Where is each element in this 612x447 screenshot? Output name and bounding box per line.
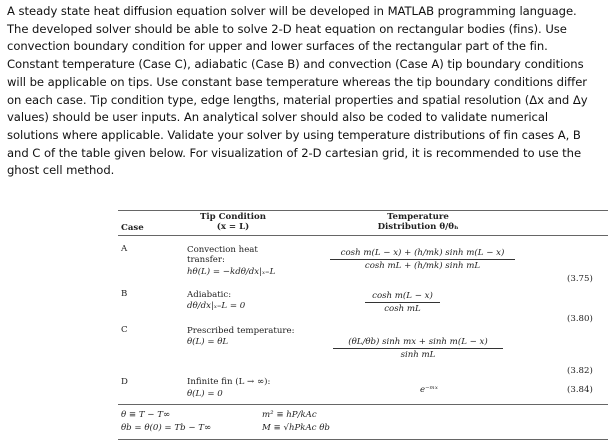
numerator: (θL/θb) sinh mx + sinh m(L − x): [333, 337, 503, 349]
footer-definition: θb = θ(0) = Tb − T∞: [121, 423, 212, 433]
table-top-rule: [118, 210, 608, 211]
fin-table-figure: [118, 207, 610, 447]
denominator: sinh mL: [400, 350, 436, 360]
text-line: and C of the table given below. For visualization of 2-D cartesian grid, it is recommended to use the: [7, 145, 582, 160]
case-label-a: A: [121, 244, 128, 254]
text-line: ghost cell method.: [7, 163, 115, 178]
problem-statement: [7, 3, 607, 180]
footer-definition: m² ≡ hP/kAc: [262, 410, 317, 420]
numerator: cosh m(L − x): [365, 291, 440, 303]
text-line: on each case. Tip condition type, edge lengths, material properties and spatial resolution (Δx and Δy: [7, 92, 588, 107]
text-line: The developed solver should be able to solve 2-D heat equation on rectangular bodies (fins). Use: [7, 21, 567, 36]
header-case: Case: [121, 223, 144, 233]
footer-definition: θ ≡ T − T∞: [121, 410, 171, 420]
temperature-fraction-c: [333, 337, 503, 360]
text-line: solutions where applicable. Validate your solver by using temperature distributions of fin cases A, B: [7, 127, 581, 142]
header-temperature: Temperature: [387, 212, 449, 222]
case-label-c: C: [121, 325, 128, 335]
equation-number: (3.82): [567, 366, 593, 376]
temperature-expression-d: e⁻ᵐˣ: [420, 385, 438, 395]
tip-line: dθ/dx|ₓ₌L = 0: [187, 301, 246, 311]
table-bottom-rule: [118, 439, 608, 440]
denominator: cosh mL + (h/mk) sinh mL: [364, 261, 481, 271]
text-line: Constant temperature (Case C), adiabatic (Case B) and convection (Case A) tip boundary conditions: [7, 57, 584, 72]
equation-number: (3.75): [567, 274, 593, 284]
footer-rule: [118, 404, 608, 405]
footer-definition: M ≡ √hPkAc θb: [262, 423, 330, 433]
tip-line: Convection heat: [187, 245, 258, 255]
case-label-d: D: [121, 377, 128, 387]
equation-number: (3.84): [567, 385, 593, 395]
text-line: convection boundary condition for upper and lower surfaces of the rectangular part of the fin.: [7, 39, 548, 54]
text-line: values) should be user inputs. An analytical solver should also be coded to validate numerical: [7, 110, 549, 125]
denominator: cosh mL: [384, 304, 421, 314]
text-line: A steady state heat diffusion equation solver will be developed in MATLAB programming language.: [7, 4, 577, 18]
numerator: cosh m(L − x) + (h/mk) sinh m(L − x): [330, 248, 515, 260]
temperature-fraction-b: [365, 291, 440, 314]
tip-line: transfer:: [187, 255, 225, 265]
case-label-b: B: [121, 289, 128, 299]
temperature-fraction-a: [330, 248, 515, 271]
header-tip-location: (x = L): [216, 222, 250, 232]
header-tip-condition: Tip Condition: [200, 212, 266, 222]
equation-number: (3.80): [567, 314, 593, 324]
tip-line: hθ(L) = −kdθ/dx|ₓ₌L: [187, 267, 276, 277]
header-rule: [118, 235, 608, 236]
tip-line: Adiabatic:: [187, 290, 232, 300]
tip-line: θ(L) = 0: [187, 389, 223, 399]
tip-line: Infinite fin (L → ∞):: [187, 377, 271, 387]
text-line: will be applicable on tips. Use constant base temperature whereas the tip boundary conditions differ: [7, 74, 587, 89]
tip-line: Prescribed temperature:: [187, 326, 295, 336]
tip-line: θ(L) = θL: [187, 337, 229, 347]
header-distribution: Distribution θ/θₕ: [377, 222, 459, 232]
